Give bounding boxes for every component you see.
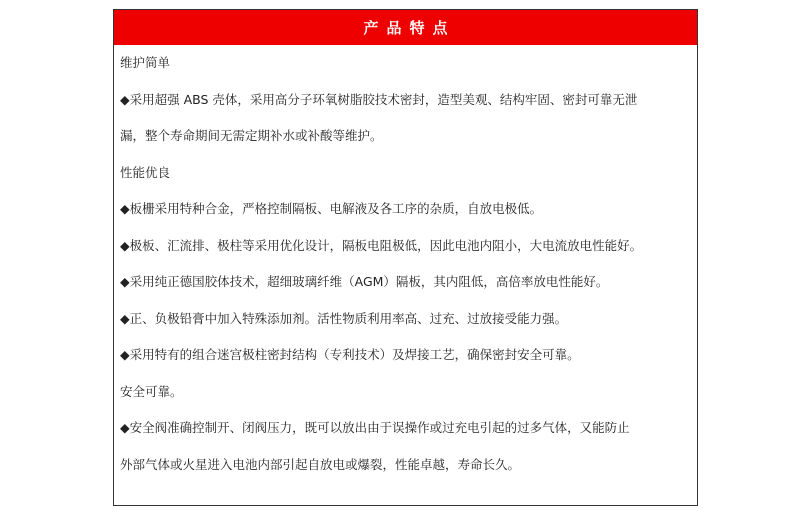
performance-item-text: 采用特有的组合迷宫极柱密封结构（专利技术）及焊接工艺，确保密封安全可靠。: [129, 347, 580, 362]
safety-text-line2: 外部气体或火星进入电池内部引起自放电或爆裂，性能卓越，寿命长久。: [120, 456, 521, 472]
performance-item-text: 板栅采用特种合金，严格控制隔板、电解液及各工序的杂质，自放电极低。: [129, 201, 543, 216]
panel-header: [114, 10, 697, 45]
diamond-bullet-icon: ◆: [120, 310, 130, 326]
diamond-bullet-icon: ◆: [120, 237, 130, 253]
product-features-panel: [113, 9, 698, 506]
maintenance-text-line2: 漏，整个寿命期间无需定期补水或补酸等维护。: [120, 128, 383, 143]
safety-text-line1: 安全阀准确控制开、闭阀压力，既可以放出由于误操作或过充电引起的过多气体，又能防止: [129, 420, 630, 435]
performance-item: [120, 301, 693, 338]
panel-body: [114, 45, 697, 483]
diamond-bullet-icon: ◆: [120, 201, 130, 216]
performance-item-text: 正、负极铅膏中加入特殊添加剂。活性物质利用率高、过充、过放接受能力强。: [129, 310, 568, 326]
diamond-bullet-icon: ◆: [120, 347, 130, 362]
performance-item-text: 极板、汇流排、极柱等采用优化设计，隔板电阻极低，因此电池内阻小，大电流放电性能好。: [129, 237, 643, 253]
panel-title: 产品特点: [363, 19, 456, 37]
section-title-performance: 性能优良: [120, 164, 171, 180]
safety-item: [120, 410, 693, 447]
section-title-safety: 安全可靠。: [120, 383, 183, 399]
maintenance-item: [120, 82, 693, 119]
performance-item: [120, 228, 693, 265]
performance-item: [120, 337, 693, 374]
performance-item: [120, 191, 693, 228]
section-title-maintenance: 维护简单: [120, 55, 171, 70]
performance-item: [120, 264, 693, 301]
diamond-bullet-icon: ◆: [120, 91, 130, 107]
performance-item-text: 采用纯正德国胶体技术，超细玻璃纤维（AGM）隔板，其内阻低，高倍率放电性能好。: [129, 274, 609, 289]
diamond-bullet-icon: ◆: [120, 420, 130, 435]
diamond-bullet-icon: ◆: [120, 274, 130, 289]
maintenance-text-line1: 采用超强 ABS 壳体，采用高分子环氧树脂胶技术密封，造型美观、结构牢固、密封可靠无泄: [129, 91, 638, 107]
